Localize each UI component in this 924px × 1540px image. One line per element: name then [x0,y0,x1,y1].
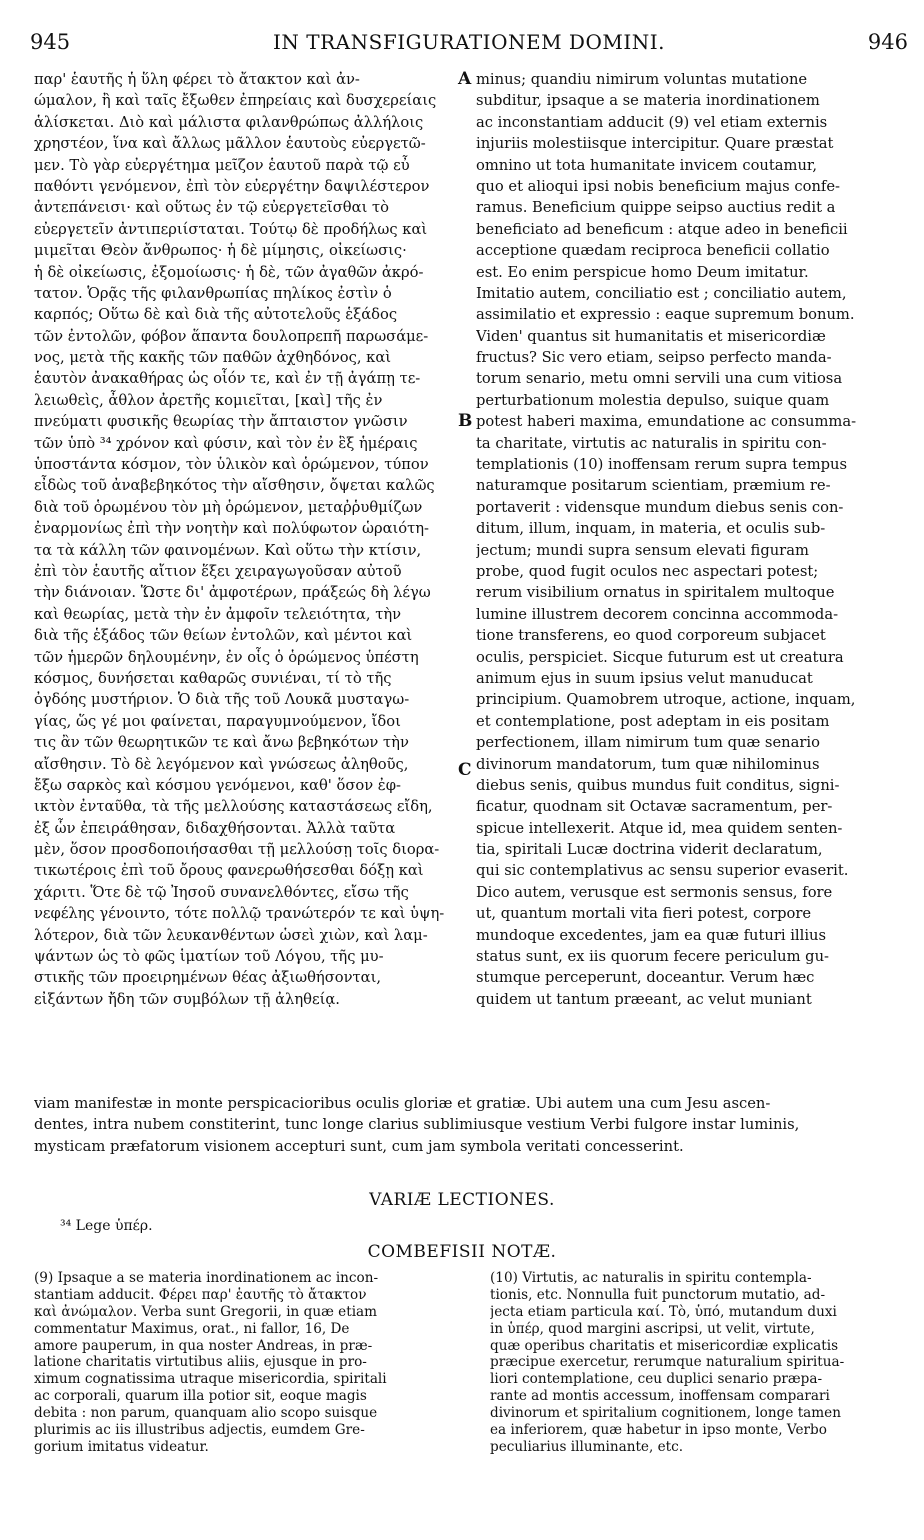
greek-text-line: κόσμος, δυνήσεται καθαρῶς συνιέναι, τί τὸ τῆς [34,669,392,687]
latin-text-line: torum senario, metu omni servili una cum vitiosa [476,370,843,388]
latin-text-line: fructus? Sic vero etiam, seipso perfecto manda- [476,349,832,367]
latin-text-line: ac inconstantiam adducit (9) vel etiam externis [476,113,828,131]
greek-text-line: τις ἂν τῶν θεωρητικῶν τε καὶ ἄνω βεβηκότων τὴν [34,734,409,752]
latin-text-line: qui sic contemplativus ac sensu superior evaserit. [476,862,849,880]
note-line: ac corporali, quarum illa potior sit, eoque magis [34,1388,367,1405]
greek-text-line: πνεύματι φυσικῆς θεωρίας τὴν ἄπταιστον γνῶσιν [34,413,408,431]
latin-text-line: ditum, illum, inquam, in materia, et oculis sub- [476,520,826,538]
latin-text-line: oculis, perspiciet. Sicque futurum est ut creatura [476,648,844,666]
greek-text-line: εἰξάντων ἤδη τῶν συμβόλων τῇ ἀληθείᾳ. [34,990,340,1008]
note-line: in ὑπέρ, quod margini ascripsi, ut velit, virtute, [490,1320,815,1337]
latin-text-line: naturamque positarum scientiam, præmium re- [476,477,831,495]
latin-text-line: dentes, intra nubem constiterint, tunc longe clarius sublimiusque vestium Verbi fulgore instar luminis, [34,1116,800,1134]
latin-text-line: status sunt, ex iis quorum fecere periculum gu- [476,948,829,966]
greek-text-line: παρ' ἑαυτῆς ἡ ὕλη φέρει τὸ ἄτακτον καὶ ἀν- [34,71,360,88]
note-line: quæ operibus charitatis et misericordiæ explicatis [490,1337,839,1354]
latin-full-width-text [34,1093,910,1157]
latin-text-line: viam manifestæ in monte perspicacioribus oculis gloriæ et gratiæ. Ubi autem una cum Jesu ascen- [34,1095,771,1112]
latin-text-line: assimilatio et expressio : eaque supremum bonum. [476,306,855,324]
greek-text-line: τατον. Ὁρᾷς τῆς φιλανθρωπίας πηλίκος ἐστὶν ὁ [34,284,392,302]
greek-text-line: τῶν ὑπὸ ³⁴ χρόνον καὶ φύσιν, καὶ τὸν ἐν ἓξ ἡμέραις [34,434,418,452]
latin-text-line: quo et alioqui ipsi nobis beneficium majus confe- [476,177,841,195]
latin-text-line: ramus. Beneficium quippe seipso auctius redit a [476,199,836,217]
latin-text-line: beneficiato ad beneficum : atque adeo in beneficii [476,220,848,238]
latin-text-line: perfectionem, illam nimirum tum quæ senario [476,734,820,752]
note-line: stantiam adducit. Φέρει παρ' ἑαυτῆς τὸ ἄτακτον [34,1286,367,1303]
latin-text-line: potest haberi maxima, emundatione ac consumma- [476,413,857,431]
latin-text-line: animum ejus in suum ipsius velut manuducat [476,669,813,687]
greek-text-line: αἴσθησιν. Τὸ δὲ λεγόμενον καὶ γνώσεως ἀληθοῦς, [34,755,409,773]
running-header [30,30,908,56]
note-line: amore pauperum, in qua noster Andreas, in præ- [34,1337,373,1354]
note-line: ea inferiorem, quæ habetur in ipso monte, Verbo [490,1422,827,1439]
note-line: καὶ ἀνώμαλον. Verba sunt Gregorii, in quæ etiam [34,1303,378,1320]
greek-text-line: χρηστέον, ἵνα καὶ ἄλλως μᾶλλον ἑαυτοὺς εὐεργετῶ- [34,135,426,153]
note-line: peculiarius illuminante, etc. [490,1438,684,1455]
greek-text-line: λειωθεὶς, ἆθλον ἀρετῆς κομιεῖται, [καὶ] τῆς ἐν [34,391,383,409]
greek-text-line: ψάντων ὡς τὸ φῶς ἱματίων τοῦ Λόγου, τῆς μυ- [34,948,384,966]
latin-text-line: divinorum mandatorum, tum quæ nihilominus [476,755,820,773]
greek-text-line: μιμεῖται Θεὸν ἄνθρωπος· ἡ δὲ μίμησις, οἰκείωσις· [34,242,407,260]
latin-text-line: spicue intellexerit. Atque id, mea quidem senten- [476,819,843,837]
greek-text-line: ικτὸν ἐνταῦθα, τὰ τῆς μελλούσης καταστάσεως εἴδη, [34,798,433,816]
latin-text-line: probe, quod fugit oculos nec aspectari potest; [476,562,819,580]
note-line: (9) Ipsaque a se materia inordinationem ac incon- [34,1270,379,1286]
margin-marker-b: B [458,411,473,431]
latin-text-line: principium. Quamobrem utroque, actione, inquam, [476,691,856,709]
greek-text-line: ἑαυτὸν ἀνακαθήρας ὡς οἷόν τε, καὶ ἐν τῇ ἀγάπῃ τε- [34,370,421,388]
greek-text-line: τα τὰ κάλλη τῶν φαινομένων. Καὶ οὕτω τὴν κτίσιν, [34,541,422,559]
greek-text-line: ἡ δὲ οἰκείωσις, ἐξομοίωσις· ἡ δὲ, τῶν ἀγαθῶν ἀκρό- [34,263,424,281]
latin-text-line: tia, spiritali Lucæ doctrina viderit declaratum, [476,841,823,859]
greek-text-line: λότερον, διὰ τῶν λευκανθέντων ὡσεὶ χιὼν, καὶ λαμ- [34,926,428,944]
greek-text-line: ὀγδόης μυστήριον. Ὁ διὰ τῆς τοῦ Λουκᾶ μυσταγω- [34,691,410,709]
greek-text-line: διὰ τῆς ἑξάδος τῶν θείων ἐντολῶν, καὶ μέντοι καὶ [34,627,413,645]
latin-text-column [476,69,908,1010]
greek-text-line: παθόντι γενόμενον, ἐπὶ τὸν εὐεργέτην δαψιλέστερον [34,177,430,195]
combefisii-notae-heading: COMBEFISII NOTÆ. [367,1242,557,1262]
greek-text-line: εὐεργετεῖν ἀντιπεριίσταται. Τούτῳ δὲ προδήλως καὶ [34,220,428,238]
note-line: plurimis ac iis illustribus adjectis, eumdem Gre- [34,1422,365,1439]
latin-text-line: diebus senis, quibus mundus fuit conditus, signi- [476,776,840,794]
page-number-right: 946 [867,30,908,54]
note-line: ximum cognatissima utraque misericordia, spiritali [34,1371,387,1388]
latin-text-line: tione transferens, eo quod corporeum subjacet [476,627,826,645]
greek-text-line: καὶ θεωρίας, μετὰ τὴν ἐν ἀμφοῖν τελειότητα, τὴν [34,605,402,623]
note-line: debita : non parum, quanquam alio scopo suisque [34,1405,378,1422]
latin-text-line: jectum; mundi supra sensum elevati figuram [476,541,809,559]
margin-marker-a: A [458,69,472,89]
latin-text-line: perturbationum molestia depulso, suique quam [476,391,830,409]
greek-text-line: ὑποστάντα κόσμον, τὸν ὑλικὸν καὶ ὁρώμενον, τύπον [34,456,429,474]
greek-text-line: μεν. Τὸ γὰρ εὐεργέτημα μεῖζον ἑαυτοῦ παρὰ τῷ εὖ [34,156,410,174]
greek-text-line: χάριτι. Ὅτε δὲ τῷ Ἰησοῦ συνανελθόντες, εἴσω τῆς [34,883,409,901]
greek-text-column [34,69,460,1010]
variae-lectiones-heading: VARIÆ LECTIONES. [369,1190,555,1210]
greek-text-line: νος, μετὰ τῆς κακῆς τῶν παθῶν ἀχθηδόνος, καὶ [34,349,392,367]
greek-text-line: τικωτέροις ἐπὶ τοῦ ὄρους φανερωθήσεσθαι δόξῃ καὶ [34,862,424,880]
greek-text-line: ἀντεπάνεισι· καὶ οὕτως ἐν τῷ εὐεργετεῖσθαι τὸ [34,199,389,217]
latin-text-line: quidem ut tantum præeant, ac velut muniant [476,990,812,1008]
note-line: latione charitatis virtutibus aliis, ejusque in pro- [34,1354,367,1371]
latin-text-line: minus; quandiu nimirum voluntas mutatione [476,71,808,88]
note-10 [490,1270,914,1456]
note-line: rante ad montis accessum, inoffensam comparari [490,1388,830,1405]
running-title: IN TRANSFIGURATIONEM DOMINI. [273,30,665,54]
greek-text-line: ἐπὶ τὸν ἑαυτῆς αἴτιον ἕξει χειραγωγοῦσαν αὐτοῦ [34,562,402,580]
note-line: (10) Virtutis, ac naturalis in spiritu contempla- [490,1270,812,1286]
latin-text-line: et contemplatione, post adeptam in eis positam [476,712,830,730]
latin-text-line: injuriis molestiisque intercipitur. Quare præstat [476,135,834,153]
greek-text-line: γίας, ὥς γέ μοι φαίνεται, παραγυμνούμενον, ἴδοι [34,712,401,730]
greek-text-line: τὴν διάνοιαν. Ὥστε δι' ἀμφοτέρων, πράξεώς δὴ λέγω [34,584,431,602]
latin-text-line: ta charitate, virtutis ac naturalis in spiritu con- [476,434,827,452]
latin-text-line: subditur, ipsaque a se materia inordinationem [476,92,820,110]
greek-text-line: τῶν ἐντολῶν, φόβον ἅπαντα δουλοπρεπῆ παρωσάμε- [34,327,429,345]
greek-text-line: ώμαλον, ἢ καὶ ταῖς ἔξωθεν ἐπηρείαις καὶ δυσχερείαις [34,92,437,110]
greek-text-line: στικῆς τῶν προειρημένων θέας ἀξιωθήσονται, [34,969,381,987]
latin-text-line: rerum visibilium ornatus in spiritalem multoque [476,584,835,602]
greek-text-line: τῶν ἡμερῶν δηλουμένην, ἐν οἷς ὁ ὁρώμενος ὑπέστη [34,648,419,666]
note-line: divinorum et spiritalium cognitionem, longe tamen [490,1405,841,1422]
greek-text-line: ἐναρμονίως ἐπὶ τὴν νοητὴν καὶ πολύφωτον ὡραιότη- [34,520,429,538]
latin-text-line: est. Eo enim perspicue homo Deum imitatur. [476,263,809,281]
latin-text-line: stumque perceperunt, doceantur. Verum hæc [476,969,815,987]
greek-text-line: εἶδὼς τοῦ ἀναβεβηκότος τὴν αἴσθησιν, ὄψεται καλῶς [34,477,435,495]
latin-text-line: lumine illustrem decorem concinna accommoda- [476,605,839,623]
latin-text-line: Dico autem, verusque est sermonis sensus, fore [476,883,833,901]
note-line: liori contemplatione, ceu duplici senario præpa- [490,1371,823,1388]
greek-text-line: ἁλίσκεται. Διὸ καὶ μάλιστα φιλανθρώπως ἀλλήλοις [34,113,424,131]
latin-text-line: mysticam præfatorum visionem accepturi sunt, cum jam symbola veritati concesserint. [34,1137,684,1155]
margin-marker-c: C [458,760,472,780]
note-line: præcipue exercetur, rerumque naturalium spiritua- [490,1354,845,1371]
note-line: tionis, etc. Nonnulla fuit punctorum mutatio, ad- [490,1286,826,1303]
greek-text-line: ἐξ ὧν ἐπειράθησαν, διδαχθήσονται. Ἀλλὰ ταῦτα [34,819,396,837]
latin-text-line: acceptione quædam reciproca beneficii collatio [476,242,830,260]
latin-text-line: ut, quantum mortali vita fieri potest, corpore [476,905,812,923]
greek-text-line: ἔξω σαρκὸς καὶ κόσμου γενόμενοι, καθ' ὅσον ἐφ- [34,776,401,794]
latin-text-line: Imitatio autem, conciliatio est ; conciliatio autem, [476,284,847,302]
page-number-left: 945 [30,30,71,54]
note-line: commentatur Maximus, orat., ni fallor, 16, De [34,1320,350,1337]
note-9 [34,1270,462,1456]
latin-text-line: mundoque excedentes, jam ea quæ futuri illius [476,926,827,944]
variant-reading: ³⁴ Lege ὑπέρ. [60,1218,153,1234]
greek-text-line: μὲν, ὅσον προσδοποιήσασθαι τῇ μελλούσῃ τοῖς διορα- [34,841,440,859]
greek-text-line: διὰ τοῦ ὁρωμένου τὸν μὴ ὁρώμενον, μεταῤῥυθμίζων [34,498,423,516]
greek-text-line: καρπός; Οὕτω δὲ καὶ διὰ τῆς αὐτοτελοῦς ἑξάδος [34,306,398,324]
note-line: gorium imitatus videatur. [34,1438,209,1455]
latin-text-line: portaverit : vidensque mundum diebus senis con- [476,498,844,516]
latin-text-line: templationis (10) inoffensam rerum supra tempus [476,456,848,474]
latin-text-line: omnino ut tota humanitate invicem coutamur, [476,156,817,174]
note-line: jecta etiam particula καί. Τὸ, ὑπό, mutandum duxi [490,1303,837,1320]
latin-text-line: Viden' quantus sit humanitatis et misericordiæ [476,327,826,345]
greek-text-line: νεφέλης γένοιντο, τότε πολλῷ τρανώτερόν τε καὶ ὑψη- [34,905,445,923]
latin-text-line: ficatur, quodnam sit Octavæ sacramentum, per- [476,798,833,816]
